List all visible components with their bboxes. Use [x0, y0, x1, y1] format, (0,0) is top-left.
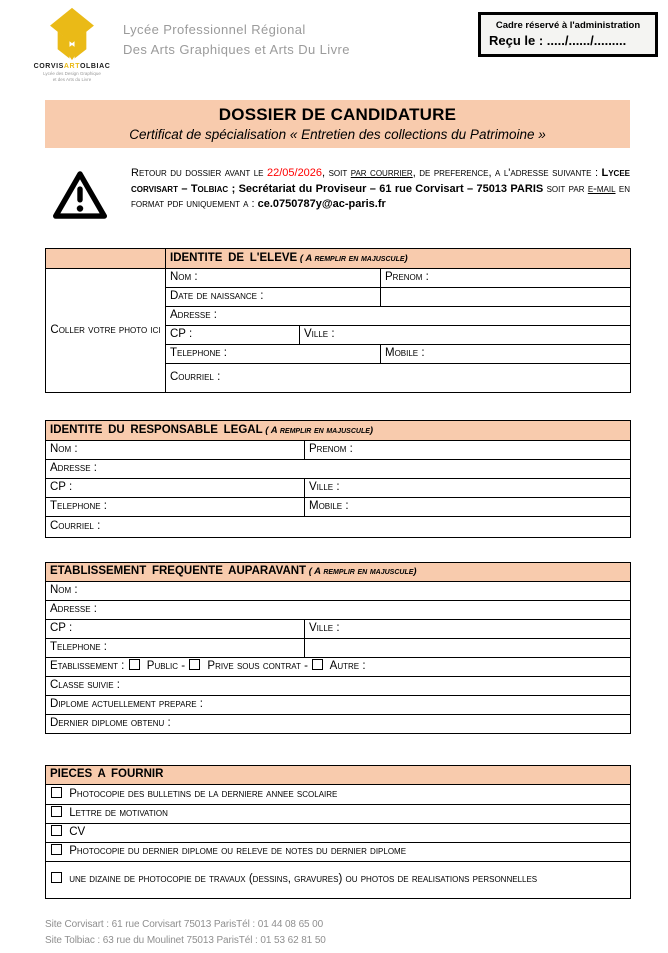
field-prenom: Prenom : — [381, 269, 631, 288]
table-row — [46, 441, 631, 460]
piece-cv: CV — [46, 824, 631, 843]
section-pieces-a-fournir — [45, 765, 630, 899]
table-row — [46, 479, 631, 498]
logo-tagline-line1: Lycée des Design Graphique — [43, 71, 101, 76]
table-title-note: ( A remplir en majuscule) — [306, 566, 417, 578]
table-row — [46, 658, 631, 677]
return-notice-text — [131, 166, 630, 225]
table-title-note: ( A remplir en majuscule) — [262, 424, 374, 436]
logo-brand-left: CORVIS — [33, 63, 64, 70]
notice-segment: ce.0750787y@ac-paris.fr — [257, 198, 386, 211]
table-row — [46, 785, 631, 805]
table-row — [46, 517, 631, 538]
identite-eleve-table — [45, 248, 631, 393]
footer-line-tolbiac — [45, 933, 668, 949]
piece-photocopie-diplome: Photocopie du dernier diplome ou releve de notes du dernier diplome — [46, 843, 631, 862]
photo-column-header-cell — [46, 249, 166, 269]
checkbox-icon — [312, 659, 323, 670]
notice-segment: en format pdf uniquement a : — [131, 182, 630, 211]
checkbox-icon — [129, 659, 140, 670]
table-row — [46, 862, 631, 899]
page-header — [0, 0, 668, 92]
school-logo — [24, 6, 120, 84]
table-row — [46, 498, 631, 517]
table-row — [46, 269, 631, 288]
field-ville: Ville : — [305, 479, 631, 498]
table-title-etablissement: ETABLISSEMENT FREQUENTE AUPARAVANT ( A remplir en majuscule) — [46, 563, 631, 582]
title-banner — [45, 100, 630, 148]
table-row — [46, 563, 631, 582]
logo-diamond-icon — [45, 6, 99, 62]
table-title-identite-eleve: IDENTITE DE L'ELEVE ( A remplir en majuscule) — [166, 249, 631, 269]
admin-reserved-box — [478, 12, 658, 57]
etablissement-frequente-table — [45, 562, 631, 734]
notice-segment: , de preference, a l'adresse suivante : — [412, 167, 602, 179]
logo-tagline — [24, 71, 120, 84]
field-courriel: Courriel : — [166, 364, 631, 393]
footer-site-tolbiac: Site Tolbiac : 63 rue du Moulinet 75013 Paris — [45, 935, 239, 946]
table-row — [46, 421, 631, 441]
notice-segment: Retour du dossier avant le — [131, 167, 267, 179]
field-empty — [381, 288, 631, 307]
school-name-line2: Des Arts Graphiques et Arts Du Livre — [123, 42, 350, 58]
field-cp: CP : — [46, 479, 305, 498]
footer-tel-corvisart: Tél : 01 44 08 65 00 — [236, 919, 324, 930]
photo-placeholder-cell: Coller votre photo ici — [46, 269, 166, 393]
table-row — [46, 249, 631, 269]
table-row — [46, 639, 631, 658]
field-adresse: Adresse : — [46, 601, 631, 620]
checkbox-icon — [51, 825, 62, 836]
section-identite-eleve — [45, 248, 630, 393]
table-title-pieces: PIECES A FOURNIR — [46, 766, 631, 785]
piece-lettre-motivation: Lettre de motivation — [46, 805, 631, 824]
field-cp: CP : — [46, 620, 305, 639]
logo-tagline-line2: et des Arts du Livre — [52, 77, 92, 83]
table-row — [46, 805, 631, 824]
field-ville: Ville : — [300, 326, 631, 345]
field-ville: Ville : — [305, 620, 631, 639]
notice-segment: , soit — [322, 167, 351, 179]
field-date-naissance: Date de naissance : — [166, 288, 381, 307]
page-title: DOSSIER DE CANDIDATURE — [218, 105, 457, 124]
logo-brand-right: OLBIAC — [79, 63, 111, 70]
field-nom: Nom : — [46, 441, 305, 460]
field-mobile: Mobile : — [381, 345, 631, 364]
checkbox-icon — [51, 806, 62, 817]
field-classe-suivie: Classe suivie : — [46, 677, 631, 696]
footer-tel-tolbiac: Tél : 01 53 62 81 50 — [238, 935, 326, 946]
table-row — [46, 715, 631, 734]
logo-brand-text — [24, 63, 120, 70]
section-etablissement — [45, 562, 630, 734]
school-name — [123, 20, 350, 60]
field-etablissement-type: Etablissement : Public - Prive sous contrat - Autre : — [46, 658, 631, 677]
table-row — [46, 601, 631, 620]
school-name-line1: Lycée Professionnel Régional — [123, 22, 306, 37]
table-row — [46, 843, 631, 862]
field-empty — [305, 639, 631, 658]
admin-box-received-date: Reçu le : ...../....../......... — [489, 33, 627, 48]
notice-segment: Lycee corvisart – Tolbiac ; — [131, 167, 630, 195]
responsable-legal-table — [45, 420, 631, 538]
admin-box-caption: Cadre réservé à l'administration — [495, 20, 641, 31]
footer-site-corvisart: Site Corvisart : 61 rue Corvisart 75013 Paris — [45, 919, 237, 930]
table-row — [46, 460, 631, 479]
page-footer — [45, 917, 668, 949]
logo-brand-mid: ART — [63, 63, 80, 70]
warning-icon — [45, 166, 115, 225]
field-adresse: Adresse : — [46, 460, 631, 479]
table-row — [46, 677, 631, 696]
notice-segment: par courrier — [350, 167, 413, 179]
table-title-responsable-legal: IDENTITE DU RESPONSABLE LEGAL ( A remplir en majuscule) — [46, 421, 631, 441]
table-row — [46, 620, 631, 639]
piece-bulletins: Photocopie des bulletins de la derniere annee scolaire — [46, 785, 631, 805]
footer-line-corvisart — [45, 917, 668, 933]
checkbox-icon — [51, 872, 62, 883]
field-mobile: Mobile : — [305, 498, 631, 517]
table-row — [46, 824, 631, 843]
notice-segment: 22/05/2026 — [266, 167, 323, 179]
field-nom: Nom : — [46, 582, 631, 601]
checkbox-icon — [189, 659, 200, 670]
checkbox-icon — [51, 844, 62, 855]
section-responsable-legal — [45, 420, 630, 538]
table-row — [46, 766, 631, 785]
field-nom: Nom : — [166, 269, 381, 288]
field-telephone: Telephone : — [46, 498, 305, 517]
notice-segment: Secrétariat du Proviseur – 61 rue Corvisart – 75013 PARIS — [238, 182, 544, 195]
checkbox-icon — [51, 787, 62, 798]
piece-travaux-personnels: une dizaine de photocopie de travaux (dessins, gravures) ou photos de realisations personnelles — [46, 862, 631, 899]
field-telephone: Telephone : — [166, 345, 381, 364]
table-row — [46, 582, 631, 601]
table-row — [46, 696, 631, 715]
field-diplome-prepare: Diplome actuellement prepare : — [46, 696, 631, 715]
page-subtitle: Certificat de spécialisation « Entretien des collections du Patrimoine » — [129, 127, 546, 142]
notice-segment: soit par — [543, 182, 588, 195]
field-cp: CP : — [166, 326, 300, 345]
field-prenom: Prenom : — [305, 441, 631, 460]
field-adresse: Adresse : — [166, 307, 631, 326]
field-dernier-diplome: Dernier diplome obtenu : — [46, 715, 631, 734]
table-title-note: ( A remplir en majuscule) — [297, 252, 408, 264]
field-courriel: Courriel : — [46, 517, 631, 538]
return-notice — [45, 166, 630, 225]
field-telephone: Telephone : — [46, 639, 305, 658]
notice-segment: e-mail — [587, 182, 616, 195]
pieces-a-fournir-table — [45, 765, 631, 899]
